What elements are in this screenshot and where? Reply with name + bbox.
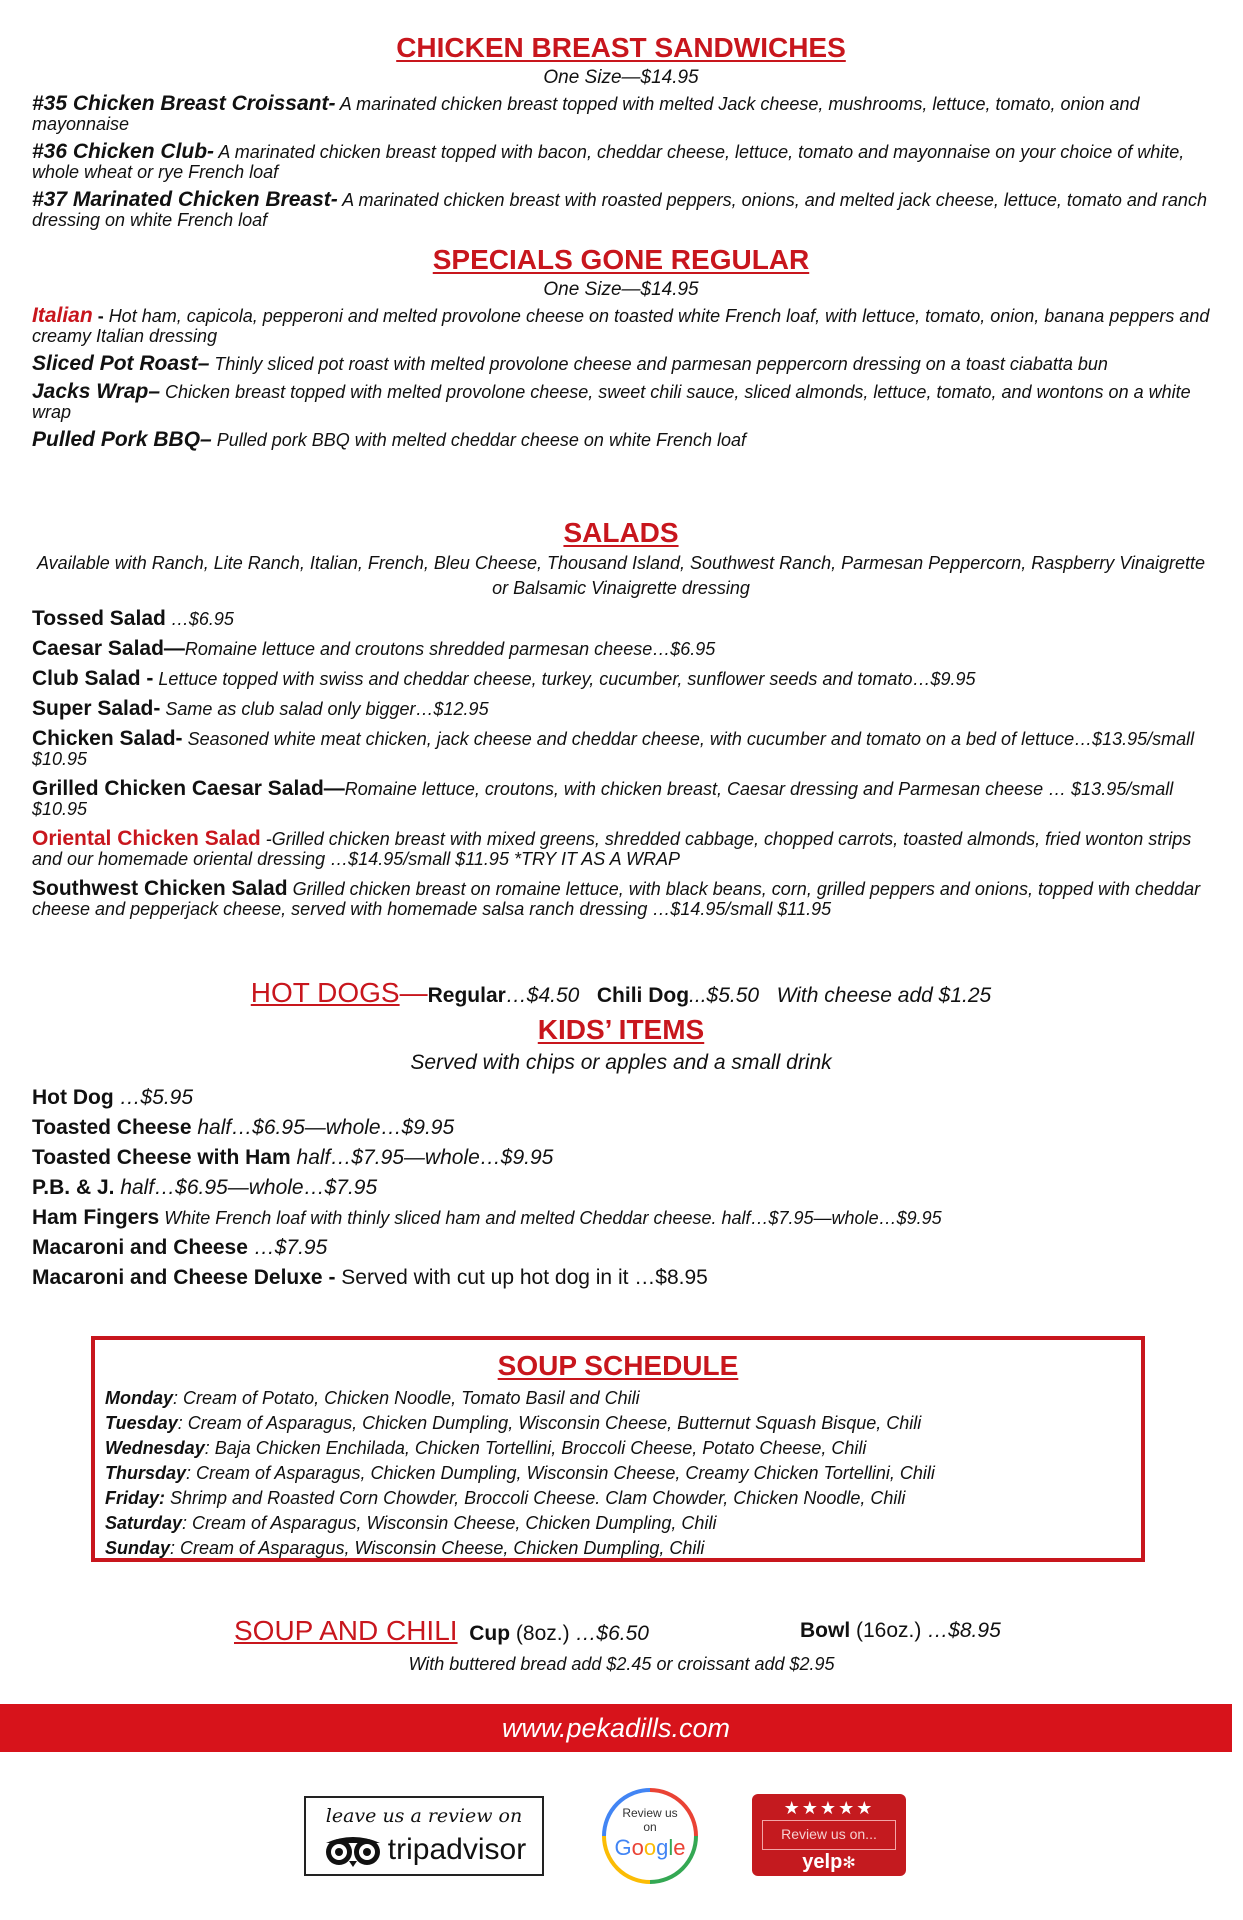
salads-section: [32, 515, 1210, 929]
salad-item: [32, 669, 1210, 689]
kid-name: Toasted Cheese with Ham: [32, 1146, 291, 1169]
google-badge[interactable]: [600, 1786, 700, 1886]
kid-name: P.B. & J.: [32, 1176, 115, 1199]
salad-desc: Grilled chicken breast on romaine lettuce, with black beans, corn, grilled peppers and onions, topped with cheddar cheese and pepperjack cheese, served with homemade salsa ranch dressing …$14.95/small $11.95: [32, 879, 1201, 919]
salad-item: [32, 639, 1210, 659]
soup-day: Tuesday: [105, 1413, 178, 1433]
kid-desc: …$7.95: [247, 1236, 328, 1259]
hotdogs-regular-label: Regular: [427, 984, 506, 1007]
soup-day-row: [105, 1411, 1131, 1436]
kids-section: [32, 1012, 1210, 1296]
hotdogs-regular-price: …$4.50: [505, 984, 580, 1007]
google-letter: l: [668, 1835, 674, 1860]
salad-desc: Seasoned white meat chicken, jack cheese and cheddar cheese, with cucumber and tomato on a bed of lettuce…$13.95/small $10.95: [32, 729, 1195, 769]
kid-item: [32, 1206, 1210, 1230]
item-desc: A marinated chicken breast topped with bacon, cheddar cheese, lettuce, tomato and mayonnaise on your choice of white, whole wheat or rye French loaf: [32, 142, 1185, 182]
special-item: [32, 354, 1210, 374]
tripadvisor-badge[interactable]: [304, 1796, 544, 1876]
kid-item: [32, 1266, 1210, 1290]
kid-item: [32, 1176, 1210, 1200]
chicken-title: CHICKEN BREAST SANDWICHES: [396, 32, 846, 63]
soup-chili-note: With buttered bread add $2.45 or croissant add $2.95: [408, 1654, 835, 1674]
soup-day: Thursday: [105, 1463, 187, 1483]
item-name: Sliced Pot Roast–: [32, 352, 210, 375]
soup-day-row: [105, 1461, 1131, 1486]
item-name: Italian: [32, 304, 93, 327]
google-letter: g: [656, 1835, 669, 1860]
item-desc: Thinly sliced pot roast with melted provolone cheese and parmesan peppercorn dressing on a toast ciabatta bun: [209, 354, 1108, 374]
salad-item: [32, 829, 1210, 869]
soup-chili-title: SOUP AND CHILI: [234, 1615, 458, 1646]
hotdogs-line: [32, 976, 1210, 1013]
salad-name: Super Salad-: [32, 697, 161, 720]
soup-sep: :: [170, 1538, 181, 1558]
chicken-item: [32, 94, 1210, 134]
hotdogs-chili-label: Chili Dog: [596, 984, 690, 1007]
specials-size: One Size—$14.95: [543, 279, 699, 300]
bowl-price: …$8.95: [927, 1619, 1001, 1642]
item-desc: A marinated chicken breast with roasted peppers, onions, and melted jack cheese, lettuce, tomato and ranch dressing on white French loaf: [32, 190, 1207, 230]
salads-dressings: Available with Ranch, Lite Ranch, Italian, French, Bleu Cheese, Thousand Island, Southwest Ranch, Parmesan Peppercorn, Raspberry Vinaigrette or Balsamic Vinaigrette dressing: [37, 553, 1205, 598]
salad-name: Oriental Chicken Salad: [32, 827, 261, 850]
salad-desc: Romaine lettuce, croutons, with chicken breast, Caesar dressing and Parmesan cheese … $13.95/small $10.95: [32, 779, 1174, 819]
kid-name: Macaroni and Cheese: [32, 1236, 248, 1259]
item-desc: Pulled pork BBQ with melted cheddar cheese on white French loaf: [211, 430, 747, 450]
soup-day-row: [105, 1436, 1131, 1461]
salad-desc: …$6.95: [165, 609, 234, 629]
item-name: Pulled Pork BBQ–: [32, 428, 212, 451]
chicken-item: [32, 190, 1210, 230]
salad-item: [32, 779, 1210, 819]
soup-day: Monday: [105, 1388, 174, 1408]
cup-label: Cup: [469, 1622, 511, 1645]
item-sep: -: [92, 306, 109, 326]
soup-list: Cream of Asparagus, Chicken Dumpling, Wisconsin Cheese, Butternut Squash Bisque, Chili: [187, 1413, 922, 1433]
item-desc: A marinated chicken breast topped with melted Jack cheese, mushrooms, lettuce, tomato, onion and mayonnaise: [32, 94, 1140, 134]
salad-name: Grilled Chicken Caesar Salad—: [32, 777, 345, 800]
yelp-stars: ★★★★★: [783, 1798, 875, 1818]
special-item: [32, 306, 1210, 346]
hotdogs-title: HOT DOGS: [250, 977, 400, 1008]
soup-day: Sunday: [105, 1538, 171, 1558]
item-name: Jacks Wrap–: [32, 380, 161, 403]
soup-day: Saturday: [105, 1513, 183, 1533]
kid-name: Macaroni and Cheese Deluxe -: [32, 1266, 336, 1289]
special-item: [32, 430, 1210, 450]
specials-title: SPECIALS GONE REGULAR: [432, 244, 810, 275]
website-banner[interactable]: www.pekadills.com: [0, 1704, 1232, 1752]
yelp-brand: yelp: [802, 1851, 843, 1873]
salads-title: SALADS: [563, 517, 679, 548]
soup-sep: :: [173, 1388, 184, 1408]
google-letter: G: [614, 1835, 632, 1860]
google-letter: o: [631, 1835, 644, 1860]
chicken-size: One Size—$14.95: [543, 67, 699, 88]
salad-desc: -Grilled chicken breast with mixed greens, shredded cabbage, chopped carrots, toasted almonds, fried wonton strips and our homemade oriental dressing …$14.95/small $11.95 *TRY IT AS A WRAP: [32, 829, 1192, 869]
google-letter: o: [643, 1835, 657, 1860]
soup-days: [105, 1386, 1131, 1561]
soup-list: Cream of Asparagus, Wisconsin Cheese, Chicken Dumpling, Chili: [192, 1513, 717, 1533]
soup-day-row: [105, 1536, 1131, 1561]
cup-price: …$6.50: [575, 1622, 649, 1645]
salad-name: Club Salad -: [32, 667, 154, 690]
kid-item: [32, 1146, 1210, 1170]
chicken-items: [32, 94, 1210, 230]
item-desc: Chicken breast topped with melted provolone cheese, sweet chili sauce, sliced almonds, lettuce, tomato, and wontons on a white wrap: [32, 382, 1191, 422]
item-desc: Hot ham, capicola, pepperoni and melted provolone cheese on toasted white French loaf, with lettuce, tomato, onion, banana peppers and creamy Italian dressing: [32, 306, 1210, 346]
google-brand: [600, 1836, 700, 1860]
salad-item: [32, 609, 1210, 629]
soup-schedule-box: [91, 1336, 1145, 1562]
soup-list: Cream of Asparagus, Wisconsin Cheese, Chicken Dumpling, Chili: [180, 1538, 705, 1558]
kids-title: KIDS’ ITEMS: [537, 1014, 705, 1045]
soup-list: Cream of Potato, Chicken Noodle, Tomato Basil and Chili: [183, 1388, 640, 1408]
owl-icon: [322, 1833, 384, 1867]
soup-list: Cream of Asparagus, Chicken Dumpling, Wisconsin Cheese, Creamy Chicken Tortellini, Chili: [196, 1463, 935, 1483]
salad-item: [32, 729, 1210, 769]
google-line1: Review us: [622, 1806, 678, 1820]
soup-chili-line: [234, 1614, 1134, 1651]
cup-size: (8oz.): [510, 1622, 576, 1645]
soup-day: Friday:: [105, 1488, 166, 1508]
chicken-item: [32, 142, 1210, 182]
salad-items: [32, 609, 1210, 919]
soup-day: Wednesday: [105, 1438, 205, 1458]
hotdogs-chili-price: ...$5.50: [689, 984, 760, 1007]
salad-item: [32, 699, 1210, 719]
bowl-label: Bowl: [800, 1619, 851, 1642]
kid-desc: White French loaf with thinly sliced ham and melted Cheddar cheese. half…$7.95—whole…$9.95: [159, 1208, 942, 1228]
soup-schedule-title: SOUP SCHEDULE: [497, 1350, 739, 1381]
salad-name: Caesar Salad—: [32, 637, 185, 660]
kids-note: Served with chips or apples and a small drink: [410, 1051, 832, 1074]
kid-name: Hot Dog: [32, 1086, 114, 1109]
soup-sep: :: [177, 1413, 188, 1433]
salad-desc: Same as club salad only bigger…$12.95: [160, 699, 489, 719]
salad-name: Tossed Salad: [32, 607, 166, 630]
kid-desc: Served with cut up hot dog in it …$8.95: [335, 1266, 708, 1289]
tripadvisor-brand: tripadvisor: [387, 1833, 527, 1866]
soup-sep: :: [186, 1463, 197, 1483]
salad-name: Southwest Chicken Salad: [32, 877, 288, 900]
bowl-size: (16oz.): [850, 1619, 928, 1642]
item-name: #37 Marinated Chicken Breast-: [32, 188, 338, 211]
kid-item: [32, 1116, 1210, 1140]
soup-sep: :: [182, 1513, 193, 1533]
soup-day-row: [105, 1386, 1131, 1411]
soup-day-row: [105, 1511, 1131, 1536]
kid-desc: …$5.95: [113, 1086, 194, 1109]
kid-desc: half…$6.95—whole…$9.95: [191, 1116, 455, 1139]
yelp-badge[interactable]: [752, 1794, 906, 1876]
kid-item: [32, 1086, 1210, 1110]
yelp-burst-icon: ✻: [842, 1855, 856, 1872]
soup-list: Baja Chicken Enchilada, Chicken Tortellini, Broccoli Cheese, Potato Cheese, Chili: [214, 1438, 867, 1458]
hotdogs-dash: —: [399, 977, 428, 1008]
tripadvisor-top-text: leave us a review on: [325, 1805, 523, 1827]
salad-desc: Romaine lettuce and croutons shredded parmesan cheese…$6.95: [184, 639, 716, 659]
soup-list: Shrimp and Roasted Corn Chowder, Broccoli Cheese. Clam Chowder, Chicken Noodle, Chili: [170, 1488, 906, 1508]
salad-item: [32, 879, 1210, 919]
kid-desc: half…$6.95—whole…$7.95: [114, 1176, 378, 1199]
kid-name: Toasted Cheese: [32, 1116, 192, 1139]
yelp-text: Review us on...: [781, 1826, 877, 1842]
hotdogs-cheese: With cheese add $1.25: [776, 984, 992, 1007]
google-line2: on: [643, 1820, 657, 1834]
specials-items: [32, 306, 1210, 450]
soup-sep: :: [204, 1438, 215, 1458]
salad-desc: Lettuce topped with swiss and cheddar cheese, turkey, cucumber, sunflower seeds and tomato…$9.95: [153, 669, 976, 689]
specials-section: [32, 242, 1210, 458]
special-item: [32, 382, 1210, 422]
chicken-section: [32, 30, 1210, 238]
kid-items: [32, 1086, 1210, 1290]
google-letter: e: [673, 1835, 686, 1860]
kid-name: Ham Fingers: [32, 1206, 160, 1229]
kid-item: [32, 1236, 1210, 1260]
kid-desc: half…$7.95—whole…$9.95: [290, 1146, 554, 1169]
salad-name: Chicken Salad-: [32, 727, 183, 750]
item-name: #35 Chicken Breast Croissant-: [32, 92, 336, 115]
soup-day-row: [105, 1486, 1131, 1511]
item-name: #36 Chicken Club-: [32, 140, 215, 163]
